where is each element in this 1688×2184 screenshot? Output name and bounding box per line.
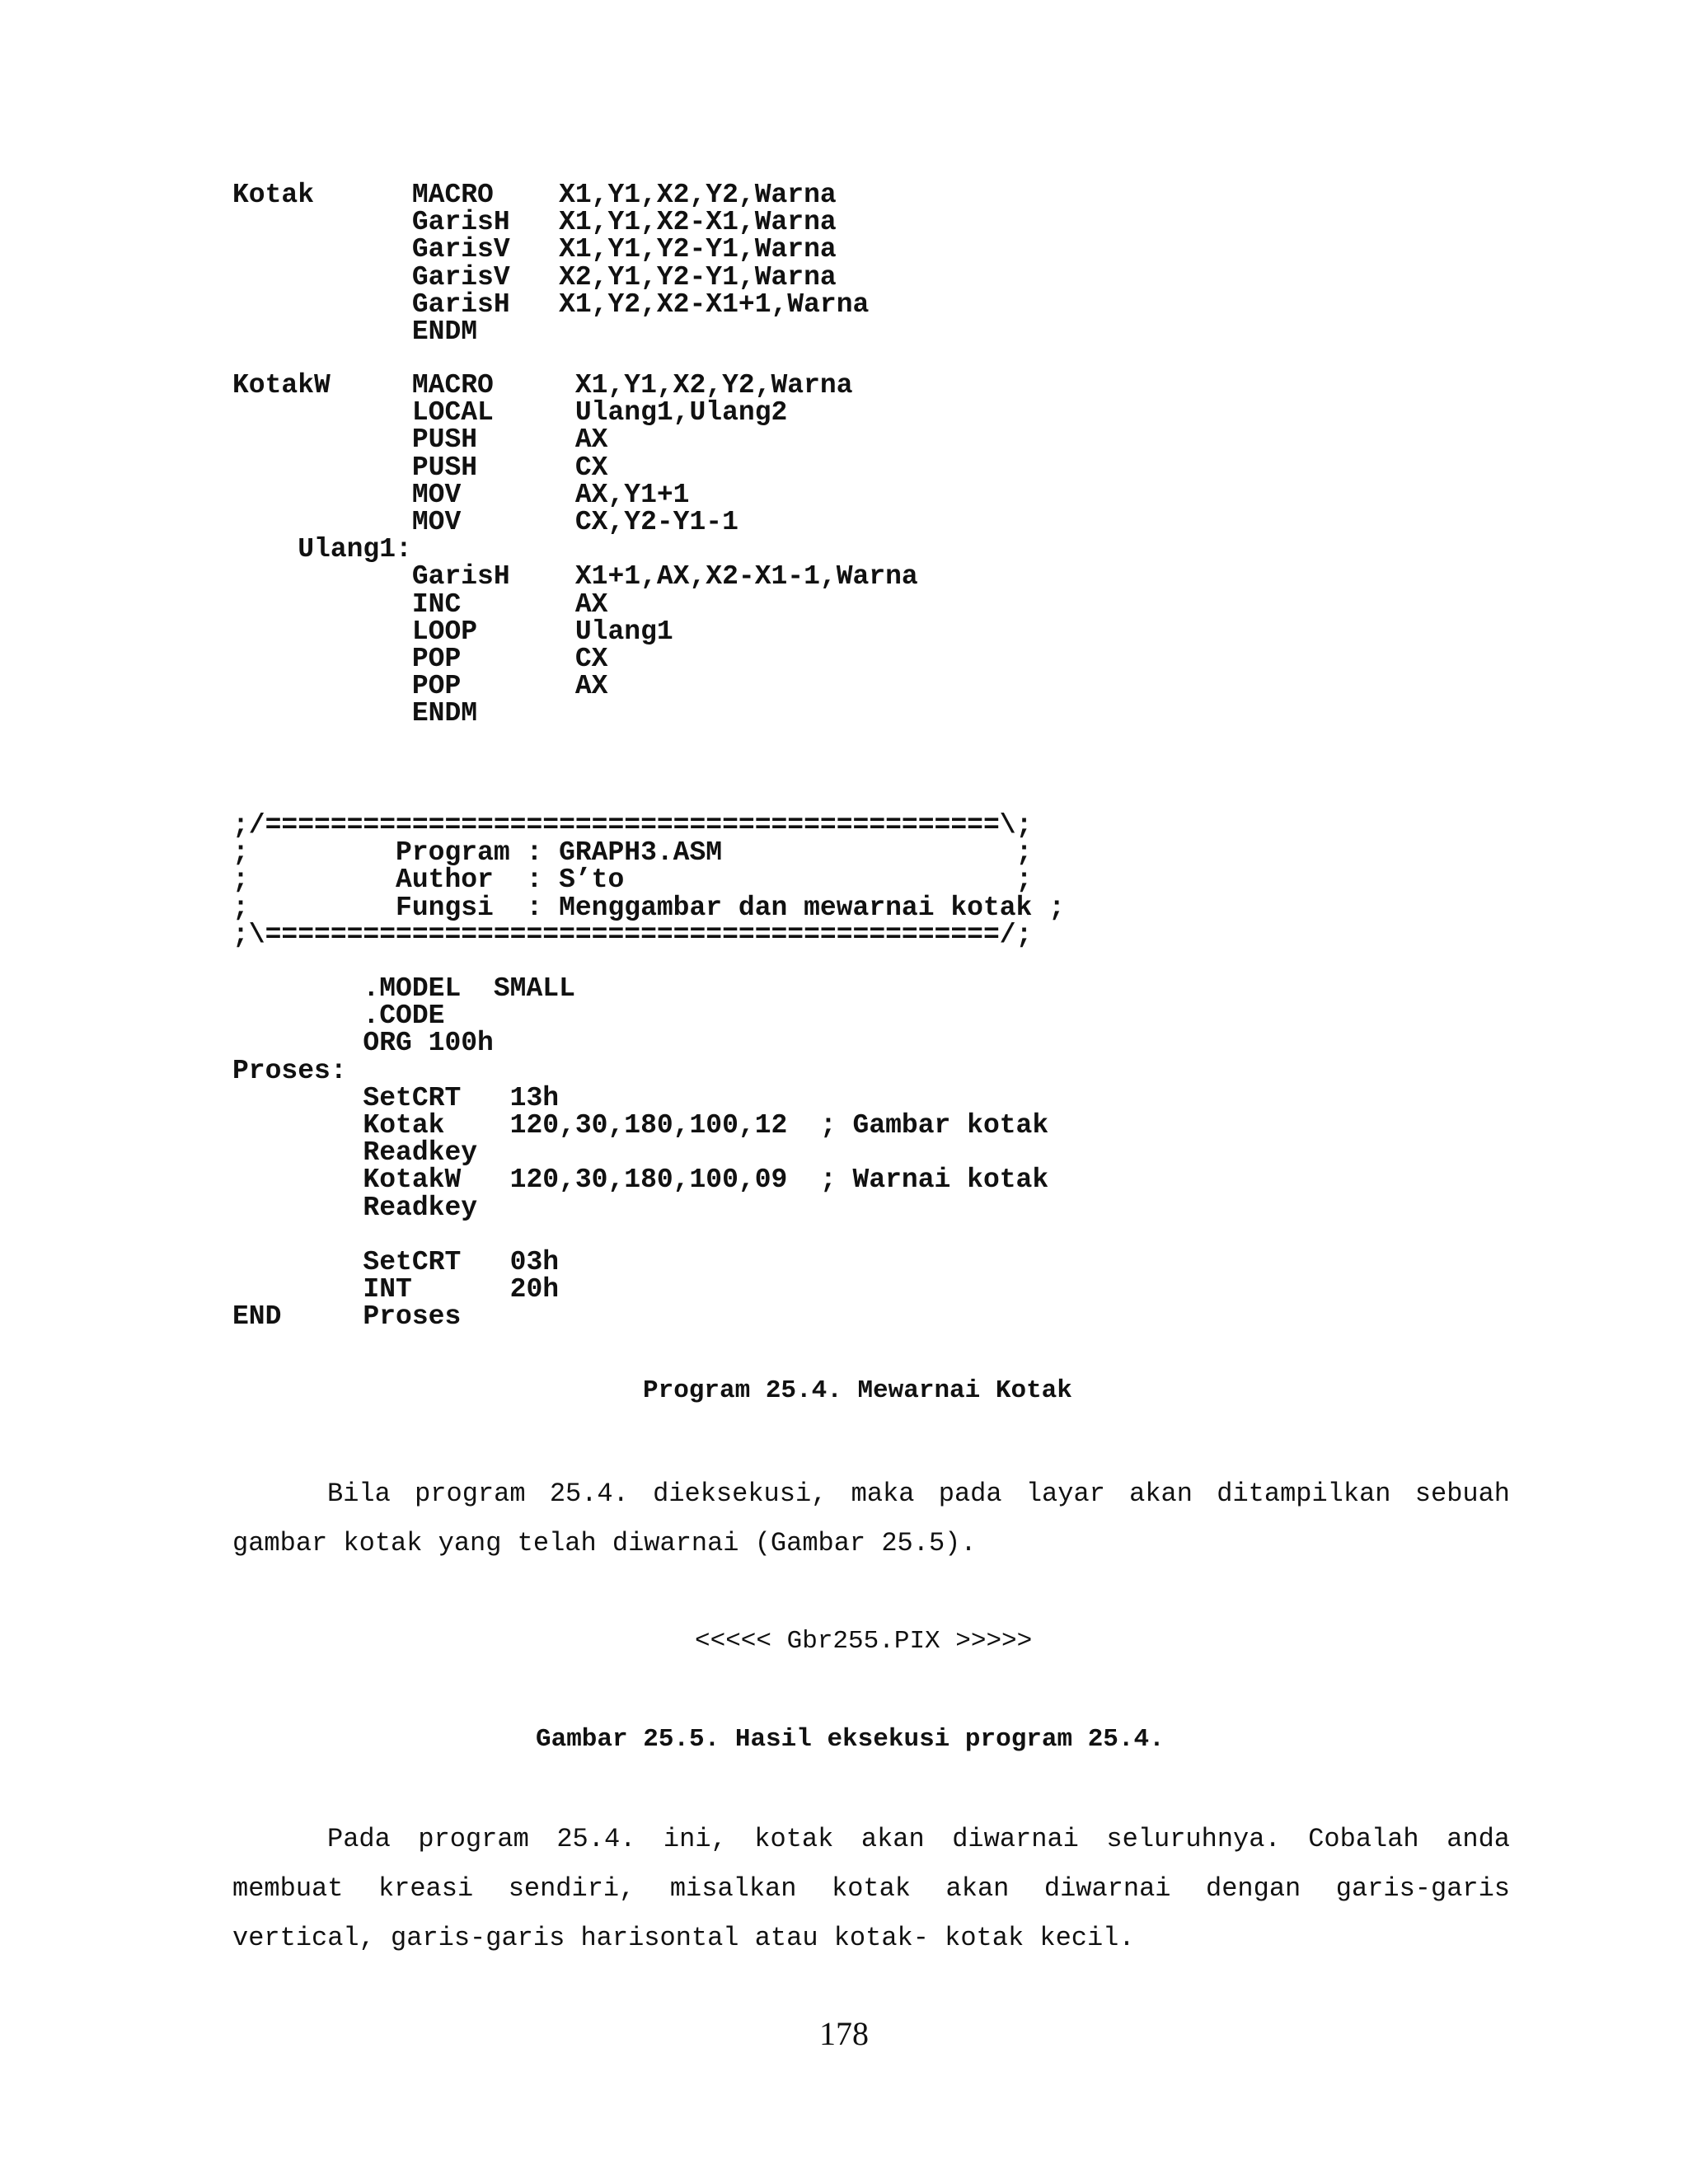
code-block-main-program: .MODEL SMALL .CODE ORG 100h Proses: SetCRT 13h Kotak 120,30,180,100,12 ; Gambar kotak Readkey KotakW 120,30,180,100,09 ; Warnai kotak Readkey SetCRT 03h INT 20h END Proses bbox=[232, 973, 1049, 1333]
code-block-program-header: ;/=============================================\; ; Program : GRAPH3.ASM ; ; Author : S’to ; ; Fungsi : Menggambar dan mewarnai kotak ; ;\=============================================/; bbox=[232, 810, 1065, 950]
code-block-macro-kotak: Kotak MACRO X1,Y1,X2,Y2,Warna GarisH X1,Y1,X2-X1,Warna GarisV X1,Y1,Y2-Y1,Warna GarisV X2,Y1,Y2-Y1,Warna GarisH X1,Y2,X2-X1+1,Warna ENDM bbox=[232, 180, 870, 348]
paragraph-execution-text: Bila program 25.4. dieksekusi, maka pada layar akan ditampilkan sebuah gambar kotak yang telah diwarnai (Gambar 25.5). bbox=[232, 1479, 1510, 1558]
page-number: 178 bbox=[819, 2015, 869, 2052]
figure-placeholder: <<<<< Gbr255.PIX >>>>> bbox=[695, 1627, 1033, 1656]
paragraph-exercise bbox=[232, 1815, 1510, 1963]
figure-caption: Gambar 25.5. Hasil eksekusi program 25.4. bbox=[536, 1725, 1165, 1754]
paragraph-exercise-text: Pada program 25.4. ini, kotak akan diwarnai seluruhnya. Cobalah anda membuat kreasi sendiri, misalkan kotak akan diwarnai dengan garis-garis vertical, garis-garis harisontal atau kotak- kotak kecil. bbox=[232, 1824, 1510, 1953]
program-caption: Program 25.4. Mewarnai Kotak bbox=[643, 1376, 1072, 1405]
paragraph-execution bbox=[232, 1469, 1510, 1568]
code-block-macro-kotakw: KotakW MACRO X1,Y1,X2,Y2,Warna LOCAL Ulang1,Ulang2 PUSH AX PUSH CX MOV AX,Y1+1 MOV CX,Y2-Y1-1 Ulang1: GarisH X1+1,AX,X2-X1-1,Warna INC AX LOOP Ulang1 POP CX POP AX ENDM bbox=[232, 370, 918, 729]
